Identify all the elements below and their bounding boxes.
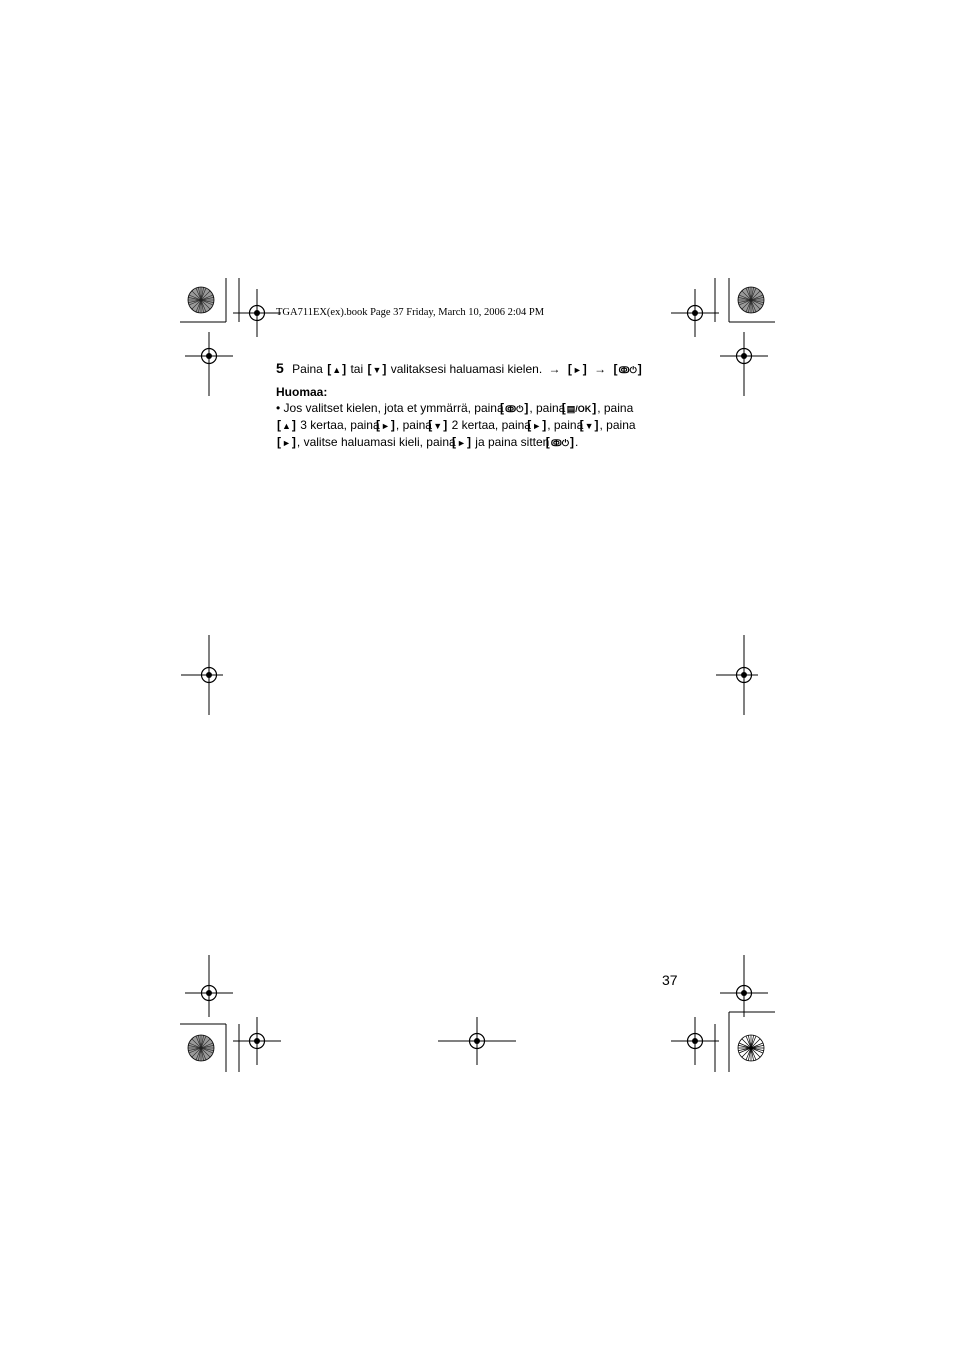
step-number: 5 <box>276 360 284 376</box>
key-off <box>613 361 641 378</box>
key-menu-ok <box>566 400 597 417</box>
key-right <box>282 434 296 451</box>
note-text: 2 kertaa, paina <box>451 418 531 432</box>
note-text: , paina <box>597 401 634 415</box>
up-arrow-icon: ▲ <box>282 421 291 431</box>
key-right <box>457 434 471 451</box>
right-arrow-icon: ► <box>457 438 466 448</box>
note-text: Jos valitset kielen, jota et ymmärrä, paina <box>283 401 504 415</box>
off-key-icon: ↂ⏻ <box>550 438 570 448</box>
right-arrow-icon: ► <box>282 438 291 448</box>
note-text: ja paina sitten <box>475 435 550 449</box>
menu-ok-icon: ▤/OK <box>566 404 592 414</box>
off-key-icon: ↂ⏻ <box>505 404 524 414</box>
key-off <box>505 400 528 417</box>
key-right <box>532 417 546 434</box>
instruction-block <box>276 360 696 451</box>
key-down <box>367 361 386 378</box>
step-text: valitaksesi haluamasi kielen. <box>390 362 543 376</box>
note-bullet <box>276 400 696 451</box>
right-arrow-icon: ► <box>532 421 542 431</box>
note-text: , paina <box>395 418 432 432</box>
note-text: . <box>575 435 579 449</box>
note-text: , paina <box>599 418 636 432</box>
right-arrow-icon: ► <box>572 365 582 375</box>
note-text: , valitse haluamasi kieli, paina <box>296 435 456 449</box>
bullet-icon: • <box>276 401 281 415</box>
step-5 <box>276 360 696 378</box>
note-text: 3 kertaa, paina <box>300 418 380 432</box>
note-text: , paina <box>547 418 584 432</box>
key-right <box>568 361 587 378</box>
key-off <box>550 434 574 451</box>
note-text: , paina <box>529 401 566 415</box>
key-up <box>282 417 296 434</box>
off-key-icon: ↂ⏻ <box>618 365 637 375</box>
note-heading: Huomaa: <box>276 385 328 399</box>
step-text: tai <box>350 362 364 376</box>
right-arrow-icon: ► <box>381 421 390 431</box>
print-slug: TGA711EX(ex).book Page 37 Friday, March 10, 2006 2:04 PM <box>276 307 545 318</box>
key-down <box>433 417 447 434</box>
down-arrow-icon: ▼ <box>584 421 594 431</box>
key-down <box>584 417 599 434</box>
then-arrow-icon: → <box>548 362 561 376</box>
key-up <box>327 361 346 378</box>
up-arrow-icon: ▲ <box>332 365 342 375</box>
key-right <box>381 417 395 434</box>
down-arrow-icon: ▼ <box>433 421 443 431</box>
down-arrow-icon: ▼ <box>372 365 382 375</box>
page-number: 37 <box>662 972 678 988</box>
then-arrow-icon: → <box>594 362 607 376</box>
step-text: Paina <box>292 362 323 376</box>
